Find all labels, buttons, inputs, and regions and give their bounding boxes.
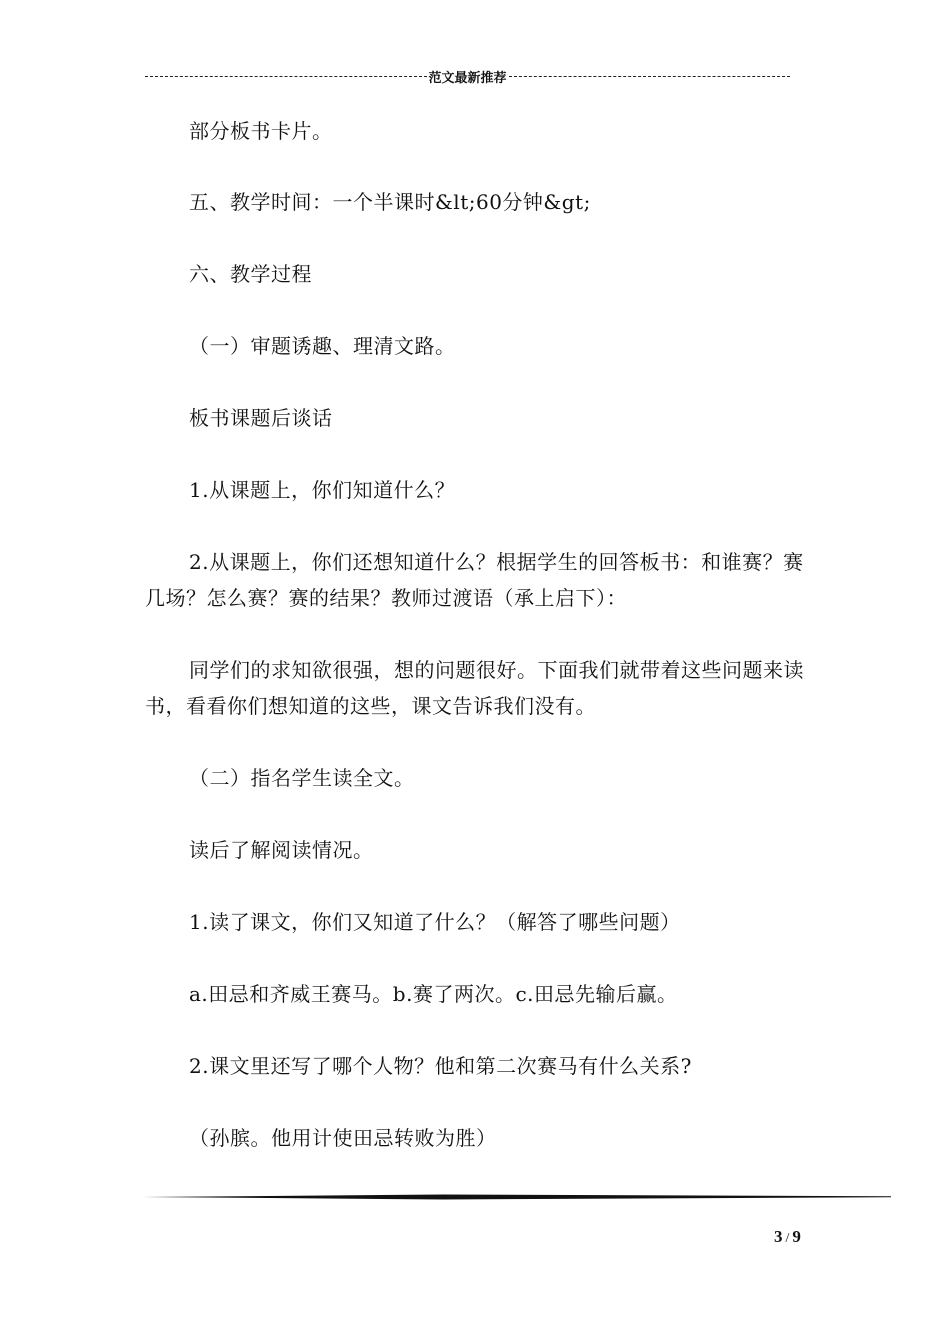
header-title: 范文最新推荐 xyxy=(428,70,507,86)
header-dash-right xyxy=(509,76,791,77)
document-body xyxy=(145,113,810,1192)
paragraph: 同学们的求知欲很强，想的问题很好。下面我们就带着这些问题来读书，看看你们想知道的这些，课文告诉我们没有。 xyxy=(145,658,804,718)
subsection-heading-1: （一）审题诱趣、理清文路。 xyxy=(189,334,456,358)
section-heading-teaching-time: 五、教学时间：一个半课时&lt;60分钟&gt; xyxy=(189,190,591,214)
section-heading-teaching-process: 六、教学过程 xyxy=(189,262,312,286)
answer-item: a.田忌和齐威王赛马。b.赛了两次。c.田忌先输后赢。 xyxy=(189,982,678,1006)
header-dash-left xyxy=(145,76,427,77)
answer-item: （孙膑。他用计使田忌转败为胜） xyxy=(189,1126,497,1150)
paragraph: 板书课题后谈话 xyxy=(189,406,333,430)
question-item: 2.课文里还写了哪个人物？他和第二次赛马有什么关系? xyxy=(189,1054,692,1078)
question-item: 2.从课题上，你们还想知道什么？根据学生的回答板书：和谁赛？赛几场？怎么赛？赛的结果？教师过渡语（承上启下）： xyxy=(145,550,804,610)
footer-divider xyxy=(143,1194,891,1200)
total-pages: 9 xyxy=(792,1227,801,1246)
paragraph: 部分板书卡片。 xyxy=(189,119,333,143)
page-header xyxy=(145,66,790,86)
question-item: 1.读了课文，你们又知道了什么？（解答了哪些问题） xyxy=(189,910,681,934)
paragraph: 读后了解阅读情况。 xyxy=(189,838,374,862)
page-separator: / xyxy=(785,1231,790,1246)
page-number xyxy=(774,1227,801,1247)
question-item: 1.从课题上，你们知道什么？ xyxy=(189,478,456,502)
current-page: 3 xyxy=(774,1227,783,1246)
subsection-heading-2: （二）指名学生读全文。 xyxy=(189,766,415,790)
